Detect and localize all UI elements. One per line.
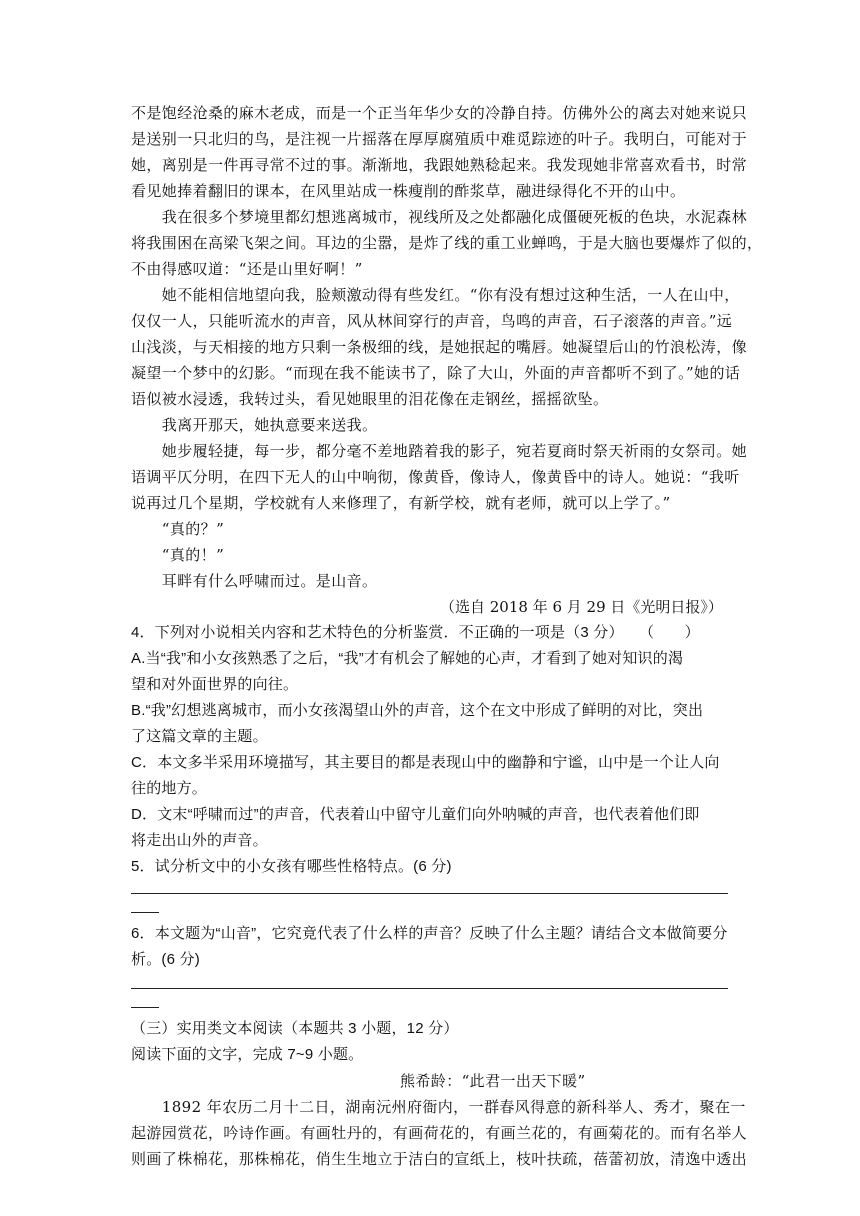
q6-answer-line-1[interactable] xyxy=(131,988,728,989)
q4-option-a-line2: 望和对外面世界的向往。 xyxy=(131,676,299,693)
story-line-7: 不由得感叹道：“还是山里好啊！” xyxy=(131,260,363,278)
story-line-11: 凝望一个梦中的幻影。“而现在我不能读书了，除了大山，外面的声音都听不到了。”她的话 xyxy=(131,364,741,382)
story-line-3: 她，离别是一件再寻常不过的事。渐渐地，我跟她熟稔起来。我发现她非常喜欢看书，时常 xyxy=(131,156,748,174)
q4-option-c-line2: 往的地方。 xyxy=(131,780,208,797)
article-line-2: 起游园赏花，吟诗作画。有画牡丹的，有画荷花的，有画兰花的，有画菊花的。而有名举人 xyxy=(131,1124,748,1142)
q4-option-d-line1: D．文末“呼啸而过”的声音，代表着山中留守儿童们向外呐喊的声音，也代表着他们即 xyxy=(131,806,700,823)
story-line-1: 不是饱经沧桑的麻木老成，而是一个正当年华少女的冷静自持。仿佛外公的离去对她来说只 xyxy=(131,104,748,122)
q4-option-c-line1: C．本文多半采用环境描写，其主要目的都是表现山中的幽静和宁谧，山中是一个让人向 xyxy=(131,754,720,771)
q6-stem-line2: 析。(6 分) xyxy=(131,951,200,968)
story-line-10: 山浅淡，与天相接的地方只剩一条极细的线，是她抿起的嘴唇。她凝望后山的竹浪松涛，像 xyxy=(131,338,748,356)
story-line-8: 她不能相信地望向我，脸颊激动得有些发红。“你有没有想过这种生活，一人在山中， xyxy=(131,286,740,304)
q6-answer-line-2[interactable] xyxy=(131,1007,159,1008)
q5-stem: 5．试分析文中的小女孩有哪些性格特点。(6 分) xyxy=(131,858,452,875)
article-title: 熊希龄：“此君一出天下暖” xyxy=(400,1072,586,1090)
q4-stem: 4．下列对小说相关内容和艺术特色的分析鉴赏．不正确的一项是（3 分） （ ） xyxy=(131,624,700,641)
story-line-5: 我在很多个梦境里都幻想逃离城市，视线所及之处都融化成僵硬死板的色块，水泥森林 xyxy=(131,208,748,226)
story-line-16: 说再过几个星期，学校就有人来修理了，有新学校，就有老师，就可以上学了。” xyxy=(131,494,671,512)
q6-stem-line1: 6．本文题为“山音”，它究竟代表了什么样的声音？反映了什么主题？请结合文本做简要分 xyxy=(131,925,728,942)
story-line-17: “真的？” xyxy=(131,520,225,538)
q4-option-b-line1: B.“我”幻想逃离城市，而小女孩渴望山外的声音，这个在文中形成了鲜明的对比，突出 xyxy=(131,702,704,719)
article-line-1: 1892 年农历二月十二日，湖南沅州府衙内，一群春风得意的新科举人、秀才，聚在一 xyxy=(131,1098,746,1116)
story-line-2: 是送别一只北归的鸟，是注视一片摇落在厚厚腐殖质中难觅踪迹的叶子。我明白，可能对于 xyxy=(131,130,748,148)
story-line-14: 她步履轻捷，每一步，都分毫不差地踏着我的影子，宛若夏商时祭天祈雨的女祭司。她 xyxy=(131,442,748,460)
q5-answer-line-1[interactable] xyxy=(131,893,728,894)
story-line-6: 将我围困在高梁飞架之间。耳边的尘嚣，是炸了线的重工业蝉鸣，于是大脑也要爆炸了似的， xyxy=(131,234,763,252)
q4-option-d-line2: 将走出山外的声音。 xyxy=(131,832,268,849)
story-line-9: 仅仅一人，只能听流水的声音，风从林间穿行的声音，鸟鸣的声音，石子滚落的声音。”远 xyxy=(131,312,733,330)
source-citation: （选自 2018 年 6 月 29 日《光明日报》） xyxy=(440,598,723,616)
q4-option-b-line2: 了这篇文章的主题。 xyxy=(131,728,268,745)
q5-answer-line-2[interactable] xyxy=(131,912,159,913)
section3-heading: （三）实用类文本阅读（本题共 3 小题，12 分） xyxy=(131,1020,459,1037)
story-line-18: “真的！” xyxy=(131,546,225,564)
article-line-3: 则画了株棉花，那株棉花，俏生生地立于洁白的宣纸上，枝叶扶疏，蓓蕾初放，清逸中透出 xyxy=(131,1150,748,1168)
q4-option-a-line1: A.当“我”和小女孩熟悉了之后，“我”才有机会了解她的心声，才看到了她对知识的渴 xyxy=(131,650,684,667)
story-line-4: 看见她捧着翻旧的课本，在风里站成一株瘦削的酢浆草，融进绿得化不开的山中。 xyxy=(131,182,686,200)
story-line-19: 耳畔有什么呼啸而过。是山音。 xyxy=(131,572,378,590)
story-line-15: 语调平仄分明，在四下无人的山中响彻，像黄昏，像诗人，像黄昏中的诗人。她说：“我听 xyxy=(131,468,740,486)
story-line-12: 语似被水浸透，我转过头，看见她眼里的泪花像在走钢丝，摇摇欲坠。 xyxy=(131,390,609,408)
story-line-13: 我离开那天，她执意要来送我。 xyxy=(131,416,378,434)
section3-instruction: 阅读下面的文字，完成 7~9 小题。 xyxy=(131,1046,364,1063)
